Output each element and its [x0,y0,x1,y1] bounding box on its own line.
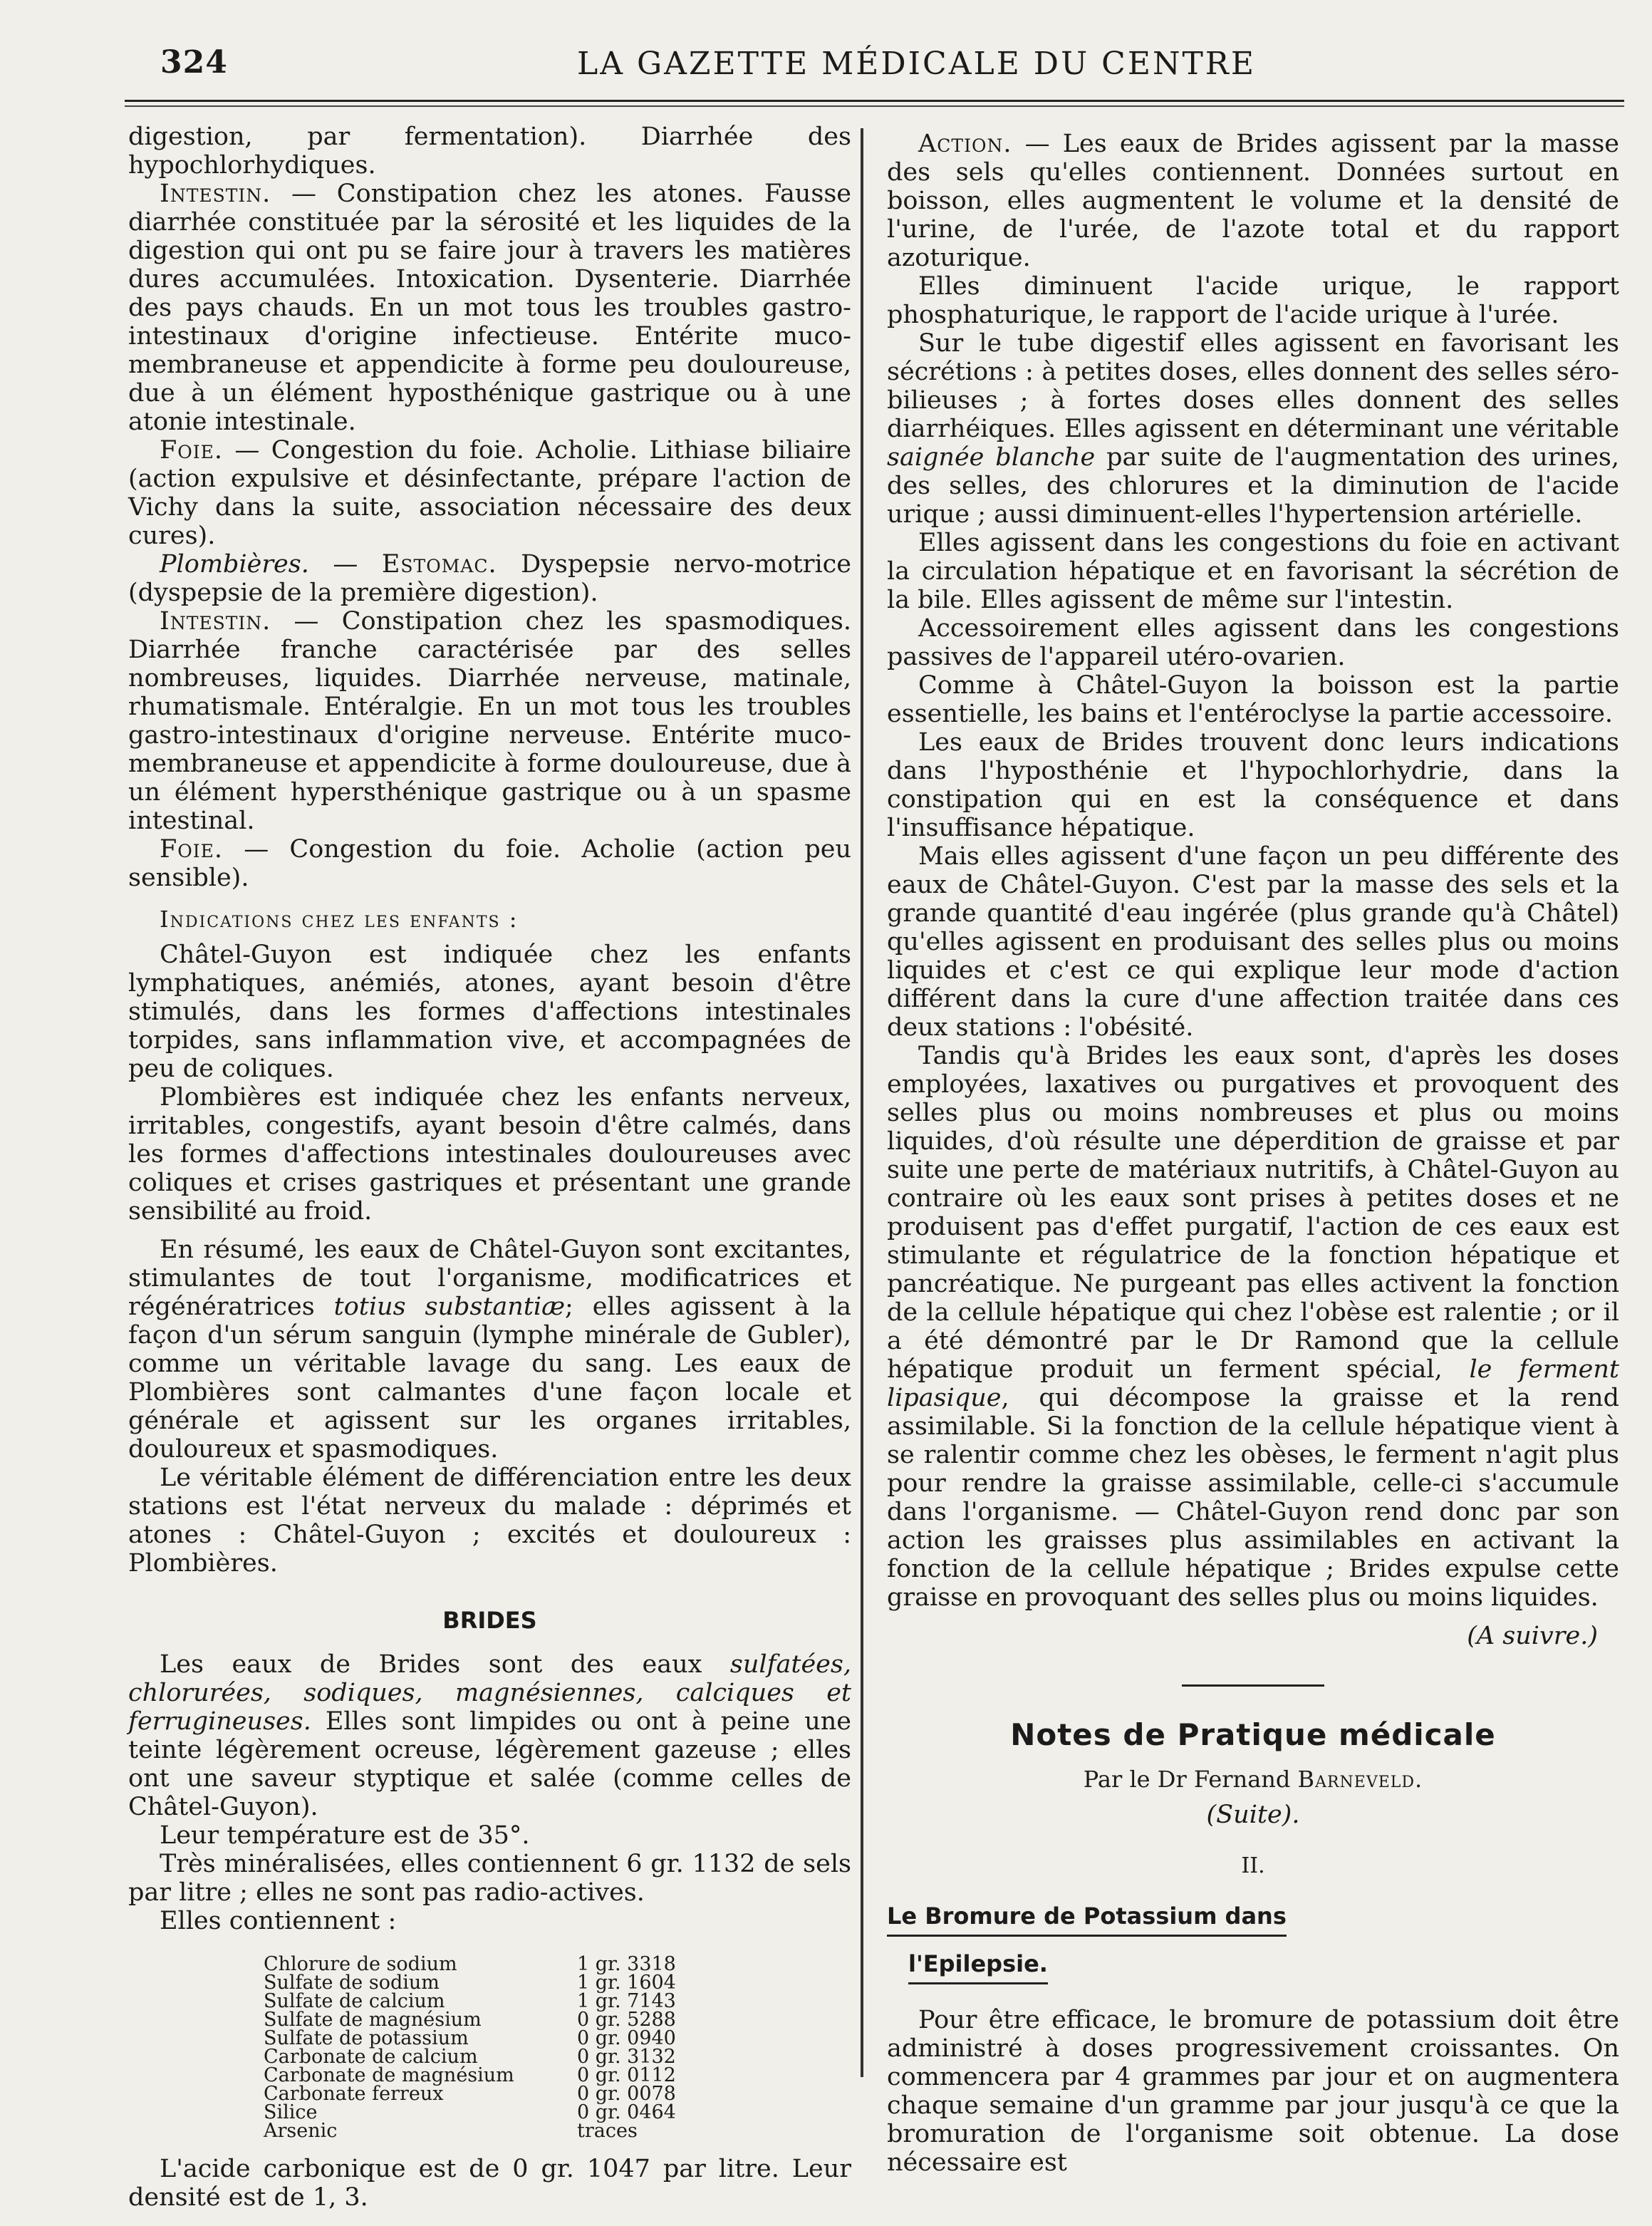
paragraph-text: Elles sont limpides ou ont à peine une teinte légèrement ocreuse, légèrement gazeuse ; elles ont une saveur styptique et salée (comme celles de Châtel-Guyon). [128,1707,851,1821]
paragraph [128,550,851,607]
mineral-value: traces [577,2120,638,2142]
paragraph-text: Les eaux de Brides sont des eaux [160,1650,730,1679]
paragraph-text: Tandis qu'à Brides les eaux sont, d'après les doses employées, laxatives ou purgatives et provoquent des selles plus ou moins nombreuses et plus ou moins liquides, d'où résulte une déperdition de graisse et par suite une perte de matériaux nutritifs, à Châtel-Guyon au contraire où les eaux sont prises à petites doses et ne produisent pas d'effet purgatif, l'action de ces eaux est stimulante et régulatrice de la fonction hépatique et pancréatique. Ne purgeant pas elles activent la fonction de la cellule hépatique qui chez l'obèse est ralentie ; or il a été démontré par le Dr Ramond que la cellule hépatique produit un ferment spécial, [887,1042,1619,1384]
mineral-name: Arsenic [264,2120,338,2142]
organ-label: Foie. [160,436,224,465]
organ-label: Estomac. [381,550,497,579]
mineral-value: 0 gr. 0078 [577,2083,676,2105]
part-number: II. [1241,1853,1265,1878]
paragraph [887,130,1619,272]
emphasis: le ferment lipasique [887,1355,1619,1412]
paragraph [887,329,1619,529]
page-header [150,41,1610,91]
table-row [264,2122,734,2140]
station-name: Plombières. [160,550,309,579]
paragraph: Châtel-Guyon est indiquée chez les enfants lymphatiques, anémiés, atones, ayant besoin d'être stimulés, dans les formes d'affections intestinales torpides, sans inflammation vive, et accompagnées de peu de coliques. [128,941,851,1083]
mineral-composition-table [264,1955,734,2140]
mineral-value: 0 gr. 0940 [577,2027,676,2049]
paragraph-text: — Constipation chez les spasmodiques. Diarrhée franche caractérisée par des selles nombreuses, liquides. Diarrhée nerveuse, matinale, rhumatismale. Entéralgie. En un mot tous les troubles gastro-intestinaux d'origine nerveuse. Entérite muco-membraneuse et appendicite à forme douloureuse, due à un élément hypersthénique gastrique ou à un spasme intestinal. [128,607,851,835]
paragraph: Leur température est de 35°. [160,1821,530,1850]
paragraph [128,1650,851,1821]
paragraph-text: , qui décompose la graisse et la rend assimilable. Si la fonction de la cellule hépatique vient à se ralentir comme chez les obèses, le ferment n'agit plus pour rendre la graisse assimilable, celle-ci s'accumule dans l'organisme. — Châtel-Guyon rend donc par son action les graisses plus assimilables en activant la fonction de la cellule hépatique ; Brides expulse cette graisse en provoquant des selles plus ou moins liquides. [887,1384,1619,1612]
paragraph: Pour être efficace, le bromure de potassium doit être administré à doses progressivement croissantes. On commencera par 4 grammes par jour et on augmentera chaque semaine d'un gramme par jour jusqu'à ce que la bromuration de l'organisme soit obtenue. La dose nécessaire est [887,2006,1619,2177]
mineral-name: Silice [264,2101,318,2123]
mineral-name: Sulfate de sodium [264,1972,440,1994]
paragraph: Accessoirement elles agissent dans les congestions passives de l'appareil utéro-ovarien. [887,614,1619,671]
header-rule-secondary [125,105,1624,107]
column-divider [861,128,863,2077]
author-byline [887,1765,1619,1793]
paragraph-text: — Les eaux de Brides agissent par la masse des sels qu'elles contiennent. Données surtout en boisson, elles augmentent le volume et la densité de l'urine, de l'urée, de l'azote total et du rapport azoturique. [887,130,1619,272]
paragraph: L'acide carbonique est de 0 gr. 1047 par litre. Leur densité est de 1, 3. [128,2155,851,2212]
paragraph [128,607,851,835]
page-number: 324 [160,44,228,81]
mineral-name: Carbonate ferreux [264,2083,444,2105]
mineral-value: 0 gr. 5288 [577,2009,676,2031]
mineral-value: 0 gr. 0464 [577,2101,676,2123]
article-title: Notes de Pratique médicale [1010,1717,1496,1752]
paragraph [128,180,851,436]
paragraph: Mais elles agissent d'une façon un peu différente des eaux de Châtel-Guyon. C'est par la masse des sels et la grande quantité d'eau ingérée (plus grande qu'à Châtel) qu'elles agissent en produisant des selles plus ou moins liquides et c'est ce qui explique leur mode d'action différent dans la cure d'une affection traitée dans ces deux stations : l'obésité. [887,842,1619,1042]
mineral-name: Chlorure de sodium [264,1953,457,1975]
paragraph: Le véritable élément de différenciation entre les deux stations est l'état nerveux du malade : déprimés et atones : Châtel-Guyon ; excités et douloureux : Plombières. [128,1464,851,1578]
paragraph-text: — Congestion du foie. Acholie. Lithiase biliaire (action expulsive et désinfectante, prépare l'action de Vichy dans la suite, association nécessaire des deux cures). [128,436,851,550]
paragraph-text: Dyspepsie nervo-motrice (dyspepsie de la première digestion). [128,550,851,607]
mineral-value: 1 gr. 7143 [577,1990,676,2012]
mineral-name: Sulfate de magnésium [264,2009,482,2031]
header-rule [125,100,1624,102]
paragraph [128,835,851,892]
mineral-name: Carbonate de magnésium [264,2064,514,2086]
mineral-name: Sulfate de potassium [264,2027,469,2049]
paragraph-text: Sur le tube digestif elles agissent en favorisant les sécrétions : à petites doses, elles donnent des selles séro-bilieuses ; à fortes doses elles donnent des selles diarrhéiques. Elles agissent en déterminant une véritable [887,329,1619,443]
section-title-brides: BRIDES [442,1607,537,1634]
paragraph: Très minéralisées, elles contiennent 6 gr. 1132 de sels par litre ; elles ne sont pas radio-actives. [128,1850,851,1907]
paragraph [887,1042,1619,1612]
section-heading [887,1902,1619,1984]
mineral-value: 1 gr. 3318 [577,1953,676,1975]
section-heading-line: Le Bromure de Potassium dans [887,1902,1287,1937]
paragraph [128,1236,851,1464]
left-column [128,123,851,2212]
running-title: LA GAZETTE MÉDICALE DU CENTRE [577,46,1257,82]
mineral-value: 0 gr. 0112 [577,2064,676,2086]
water-types: sulfatées, chlorurées, sodiques, magnésiennes, calciques et ferrugineuses. [128,1650,851,1736]
organ-label: Foie. [160,835,224,864]
paragraph: Plombières est indiquée chez les enfants nerveux, irritables, congestifs, ayant besoin d'être calmés, dans les formes d'affections intestinales douloureuses avec coliques et crises gastriques et présentant une grande sensibilité au froid. [128,1083,851,1226]
mineral-value: 0 gr. 3132 [577,2046,676,2068]
continuation-note: (Suite). [1206,1801,1300,1829]
right-column [887,130,1619,2177]
dash: — [308,550,382,579]
paragraph: Comme à Châtel-Guyon la boisson est la partie essentielle, les bains et l'entéroclyse la partie accessoire. [887,671,1619,728]
mineral-value: 1 gr. 1604 [577,1972,676,1994]
latin-phrase: totius substantiæ [333,1293,565,1321]
section-heading-line: l'Epilepsie. [908,1950,1048,1984]
paragraph: Elles diminuent l'acide urique, le rapport phosphaturique, le rapport de l'acide urique à l'urée. [887,272,1619,329]
paragraph-text: — Congestion du foie. Acholie (action peu sensible). [128,835,851,892]
mineral-name: Carbonate de calcium [264,2046,478,2068]
paragraph: Les eaux de Brides trouvent donc leurs indications dans l'hyposthénie et l'hypochlorhydrie, dans la constipation qui en est la conséquence et dans l'insuffisance hépatique. [887,728,1619,842]
subheading-children: Indications chez les enfants : [160,906,519,933]
paragraph: digestion, par fermentation). Diarrhée des hypochlorhydiques. [128,123,851,180]
organ-label: Intestin. [160,180,271,208]
paragraph [128,436,851,550]
paragraph-text: ; elles agissent à la façon d'un sérum sanguin (lymphe minérale de Gubler), comme un véritable lavage du sang. Les eaux de Plombières sont calmantes d'une façon locale et générale et agissent sur les organes irritables, douloureux et spasmodiques. [128,1293,851,1464]
emphasis: saignée blanche [887,443,1096,472]
byline-text: Par le Dr Fernand [1083,1766,1298,1793]
organ-label: Intestin. [160,607,271,636]
action-label: Action. [918,130,1012,158]
to-be-continued: (A suivre.) [1467,1622,1598,1650]
paragraph-text: — Constipation chez les atones. Fausse diarrhée constituée par la sérosité et les liquides de la digestion qui ont pu se faire jour à travers les matières dures accumulées. Intoxication. Dysenterie. Diarrhée des pays chauds. En un mot tous les troubles gastro-intestinaux d'origine infectieuse. Entérite muco-membraneuse et appendicite à forme peu douloureuse, due à un élément hyposthénique gastrique ou à une atonie intestinale. [128,180,851,436]
paragraph: Elles agissent dans les congestions du foie en activant la circulation hépatique et en favorisant la sécrétion de la bile. Elles agissent de même sur l'intestin. [887,529,1619,614]
paragraph: Elles contiennent : [160,1907,397,1935]
mineral-name: Sulfate de calcium [264,1990,445,2012]
paragraph-text: par suite de l'augmentation des urines, des selles, des chlorures et la diminution de l'acide urique ; aussi diminuent-elles l'hypertension artérielle. [887,443,1619,529]
section-rule [1182,1684,1324,1687]
author-name: Barneveld. [1297,1766,1423,1793]
paragraph-text: En résumé, les eaux de Châtel-Guyon sont excitantes, stimulantes de tout l'organisme, modificatrices et régénératrices [128,1236,851,1321]
